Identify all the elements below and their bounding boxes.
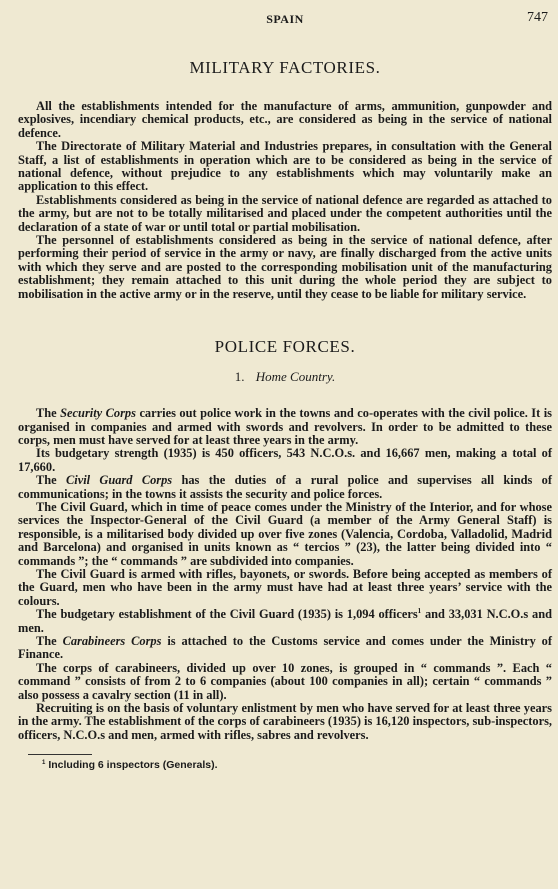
factories-paragraph-2: The Directorate of Military Material and Industries prepares, in consultation with the General Staff, a list of establishments in operation which are to be considered as being in the service of national defence, without prejudice to any establishments which may voluntarily make an application to this effect. bbox=[18, 139, 552, 194]
security-corps-name: Security Corps bbox=[60, 406, 136, 421]
section-title-police-forces: POLICE FORCES. bbox=[214, 337, 356, 357]
subsection-number: 1. bbox=[234, 369, 245, 385]
running-head-country: SPAIN bbox=[266, 12, 304, 26]
police-paragraph-3: The Civil Guard Corps has the duties of a rural police and supervises all kinds of communications; in the towns it assists the security and police forces. bbox=[18, 473, 552, 501]
footnote-text: Including 6 inspectors (Generals). bbox=[48, 759, 218, 772]
police-paragraph-5: The Civil Guard is armed with rifles, bayonets, or swords. Before being accepted as members of the Guard, men who have been in the army must have had at least three years’ service with the colours. bbox=[18, 566, 552, 608]
running-header bbox=[18, 10, 552, 28]
footnote-reference: 1 bbox=[417, 607, 422, 616]
factories-paragraph-3: Establishments considered as being in the service of national defence are regarded as attached to the army, but are not to be totally militarised and placed under the competent authorities until the declaration of a state of war or until total or partial mobilisation. bbox=[18, 192, 552, 234]
military-factories-body bbox=[18, 100, 552, 301]
police-paragraph-9: Recruiting is on the basis of voluntary enlistment by men who have served for at least three years in the army. The establishment of the corps of carabineers (1935) is 16,120 inspectors, sub-inspectors, officers, N.C.O.s and men, armed with rifles, sabres and revolvers. bbox=[18, 701, 552, 742]
section-title-military-factories: MILITARY FACTORIES. bbox=[189, 58, 381, 77]
police-paragraph-4: The Civil Guard, which in time of peace comes under the Ministry of the Interior, and for whose services the Inspector-General of the Civil Guard (a member of the Army General Staff) is responsible, is a militarised body divided up over five zones (Valencia, Cordoba, Valladolid, Madrid and Barcelona) and organised in units known as “ tercios ” (23), the latter being divided into “ commands ”; the “ commands ” are subdivided into companies. bbox=[18, 499, 552, 568]
police-paragraph-1: The Security Corps carries out police work in the towns and co-operates with the civil police. It is organised in companies and armed with swords and revolvers. In order to be admitted to these corps, men must have served for at least three years in the army. bbox=[18, 406, 552, 447]
police-paragraph-2: Its budgetary strength (1935) is 450 officers, 543 N.C.O.s. and 16,667 men, making a total of 17,660. bbox=[18, 446, 552, 474]
page-number: 747 bbox=[527, 10, 548, 25]
civil-guard-corps-name: Civil Guard Corps bbox=[66, 473, 173, 488]
police-paragraph-6: The budgetary establishment of the Civil Guard (1935) is 1,094 officers$^1$ and 33,031 N.C.O.s and men. bbox=[18, 607, 552, 635]
subsection-heading-home-country bbox=[18, 369, 552, 385]
footnote-marker: 1 bbox=[42, 759, 46, 766]
police-paragraph-7: The Carabineers Corps is attached to the Customs service and comes under the Ministry of Finance. bbox=[18, 634, 552, 662]
police-forces-body bbox=[18, 407, 552, 742]
carabineers-corps-name: Carabineers Corps bbox=[62, 634, 162, 648]
factories-paragraph-4: The personnel of establishments considered as being in the service of national defence, after performing their period of service in the army or navy, are finally discharged from the active units with which they serve and are posted to the corresponding mobilisation unit of the manufacturing establishment; they remain attached to this unit during the whole period they are subject to mobilisation in the active army or in the reserve, until they cease to be liable for military service. bbox=[18, 233, 552, 301]
footnote bbox=[42, 759, 552, 771]
factories-paragraph-1: All the establishments intended for the manufacture of arms, ammunition, gunpowder and explosives, incendiary chemical products, etc., are considered as being in the service of national defence. bbox=[18, 99, 552, 140]
police-paragraph-8: The corps of carabineers, divided up over 10 zones, is grouped in “ commands ”. Each “ command ” consists of from 2 to 6 companies (about 100 companies in all); certain “ commands ” also possess a cavalry section (11 in all). bbox=[18, 660, 552, 702]
footnote-divider bbox=[28, 754, 92, 755]
subsection-title: Home Country. bbox=[255, 369, 336, 385]
